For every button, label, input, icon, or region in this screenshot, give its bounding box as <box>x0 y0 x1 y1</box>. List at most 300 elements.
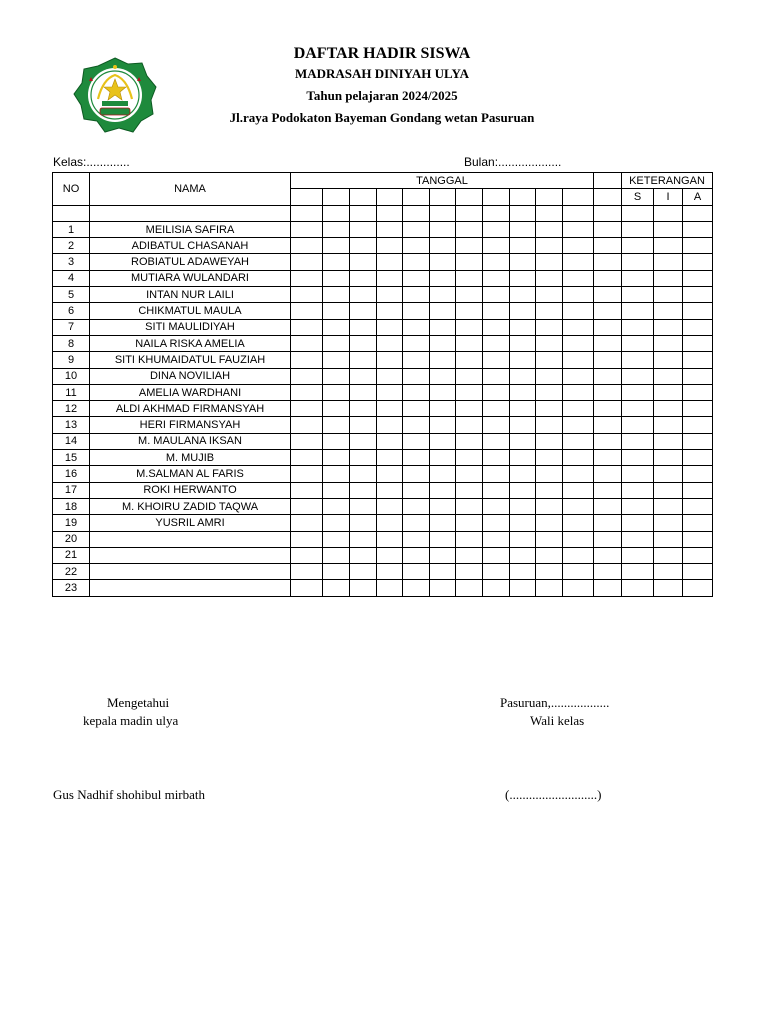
attendance-cell <box>510 466 536 482</box>
attendance-cell <box>563 287 594 303</box>
attendance-cell <box>536 270 563 286</box>
attendance-cell <box>654 335 683 351</box>
blank-header-cell <box>291 205 323 221</box>
attendance-cell <box>622 352 654 368</box>
attendance-cell <box>350 580 377 596</box>
attendance-cell <box>323 254 350 270</box>
attendance-cell <box>536 303 563 319</box>
attendance-cell <box>430 531 456 547</box>
date-header-cell <box>483 189 510 205</box>
student-name: M. MUJIB <box>90 450 291 466</box>
attendance-cell <box>563 450 594 466</box>
attendance-cell <box>377 238 403 254</box>
date-header-cell <box>594 189 622 205</box>
attendance-cell <box>350 335 377 351</box>
student-name: CHIKMATUL MAULA <box>90 303 291 319</box>
attendance-cell <box>563 368 594 384</box>
attendance-cell <box>594 433 622 449</box>
attendance-cell <box>510 547 536 563</box>
attendance-cell <box>291 384 323 400</box>
row-number: 2 <box>53 238 90 254</box>
attendance-cell <box>683 270 713 286</box>
attendance-cell <box>377 482 403 498</box>
attendance-cell <box>350 417 377 433</box>
attendance-cell <box>683 319 713 335</box>
attendance-cell <box>563 482 594 498</box>
attendance-cell <box>483 433 510 449</box>
attendance-cell <box>683 466 713 482</box>
bulan-field: Bulan:................... <box>464 155 562 169</box>
academic-year: Tahun pelajaran 2024/2025 <box>306 88 458 103</box>
attendance-cell <box>594 352 622 368</box>
attendance-cell <box>456 547 483 563</box>
table-row <box>53 515 713 531</box>
attendance-cell <box>430 401 456 417</box>
attendance-cell <box>622 515 654 531</box>
attendance-cell <box>654 221 683 237</box>
attendance-cell <box>291 319 323 335</box>
attendance-cell <box>654 352 683 368</box>
table-row <box>53 221 713 237</box>
attendance-cell <box>563 254 594 270</box>
attendance-cell <box>483 368 510 384</box>
attendance-cell <box>594 417 622 433</box>
blank-header-cell <box>403 205 430 221</box>
attendance-cell <box>622 564 654 580</box>
attendance-cell <box>483 384 510 400</box>
attendance-cell <box>291 466 323 482</box>
attendance-cell <box>350 498 377 514</box>
attendance-cell <box>683 450 713 466</box>
attendance-cell <box>594 303 622 319</box>
student-name: ROKI HERWANTO <box>90 482 291 498</box>
attendance-cell <box>683 433 713 449</box>
attendance-cell <box>291 254 323 270</box>
blank-header-cell <box>536 205 563 221</box>
attendance-cell <box>483 319 510 335</box>
header-row-3 <box>53 205 713 221</box>
attendance-cell <box>654 368 683 384</box>
attendance-cell <box>594 466 622 482</box>
attendance-cell <box>594 564 622 580</box>
student-name: NAILA RISKA AMELIA <box>90 335 291 351</box>
attendance-cell <box>323 547 350 563</box>
kepala-name: Gus Nadhif shohibul mirbath <box>53 787 206 802</box>
attendance-cell <box>403 335 430 351</box>
blank-header-cell <box>654 205 683 221</box>
attendance-cell <box>683 384 713 400</box>
attendance-cell <box>456 238 483 254</box>
row-number: 6 <box>53 303 90 319</box>
attendance-cell <box>510 433 536 449</box>
attendance-cell <box>536 335 563 351</box>
blank-header-cell <box>483 205 510 221</box>
attendance-cell <box>622 580 654 596</box>
attendance-cell <box>323 303 350 319</box>
attendance-cell <box>536 450 563 466</box>
attendance-cell <box>654 319 683 335</box>
school-logo <box>73 57 157 133</box>
attendance-cell <box>291 564 323 580</box>
blank-header-cell <box>350 205 377 221</box>
row-number: 11 <box>53 384 90 400</box>
wali-kelas-label: Wali kelas <box>530 713 585 728</box>
attendance-cell <box>377 384 403 400</box>
attendance-cell <box>403 417 430 433</box>
student-name: M.SALMAN AL FARIS <box>90 466 291 482</box>
attendance-cell <box>683 515 713 531</box>
row-number: 8 <box>53 335 90 351</box>
table-row <box>53 270 713 286</box>
attendance-cell <box>403 303 430 319</box>
attendance-cell <box>456 531 483 547</box>
school-address: Jl.raya Podokaton Bayeman Gondang wetan Pasuruan <box>229 110 535 125</box>
attendance-cell <box>510 401 536 417</box>
attendance-cell <box>291 352 323 368</box>
attendance-cell <box>563 352 594 368</box>
attendance-cell <box>430 335 456 351</box>
header-row-1 <box>53 173 713 189</box>
col-s-header: S <box>622 189 654 205</box>
attendance-cell <box>483 287 510 303</box>
attendance-cell <box>654 466 683 482</box>
date-header-cell <box>323 189 350 205</box>
attendance-cell <box>536 466 563 482</box>
row-number: 20 <box>53 531 90 547</box>
attendance-cell <box>430 515 456 531</box>
spacer-cell <box>594 173 622 189</box>
date-header-cell <box>430 189 456 205</box>
attendance-cell <box>456 319 483 335</box>
attendance-cell <box>536 515 563 531</box>
table-row <box>53 580 713 596</box>
attendance-table <box>52 172 713 597</box>
student-name: ALDI AKHMAD FIRMANSYAH <box>90 401 291 417</box>
attendance-cell <box>403 498 430 514</box>
attendance-cell <box>654 450 683 466</box>
attendance-cell <box>563 401 594 417</box>
col-tanggal-header: TANGGAL <box>291 173 594 189</box>
blank-header-cell <box>510 205 536 221</box>
attendance-cell <box>456 433 483 449</box>
attendance-cell <box>536 417 563 433</box>
attendance-cell <box>403 221 430 237</box>
row-number: 4 <box>53 270 90 286</box>
attendance-cell <box>563 417 594 433</box>
attendance-cell <box>510 384 536 400</box>
attendance-cell <box>323 498 350 514</box>
attendance-cell <box>563 531 594 547</box>
row-number: 5 <box>53 287 90 303</box>
attendance-cell <box>563 384 594 400</box>
wali-kelas-name: (...........................) <box>505 787 602 802</box>
attendance-cell <box>403 238 430 254</box>
attendance-cell <box>536 482 563 498</box>
row-number: 19 <box>53 515 90 531</box>
attendance-cell <box>377 221 403 237</box>
row-number: 21 <box>53 547 90 563</box>
blank-header-cell <box>563 205 594 221</box>
attendance-cell <box>622 221 654 237</box>
attendance-cell <box>291 303 323 319</box>
attendance-cell <box>483 498 510 514</box>
attendance-cell <box>323 450 350 466</box>
attendance-cell <box>456 401 483 417</box>
attendance-cell <box>563 221 594 237</box>
date-header-cell <box>377 189 403 205</box>
blank-header-cell <box>622 205 654 221</box>
attendance-cell <box>563 270 594 286</box>
attendance-cell <box>323 433 350 449</box>
attendance-cell <box>350 221 377 237</box>
attendance-cell <box>536 384 563 400</box>
date-header-cell <box>536 189 563 205</box>
attendance-cell <box>456 287 483 303</box>
attendance-cell <box>654 547 683 563</box>
attendance-cell <box>403 547 430 563</box>
row-number: 3 <box>53 254 90 270</box>
attendance-cell <box>403 287 430 303</box>
col-nama-header: NAMA <box>90 173 291 206</box>
attendance-cell <box>291 368 323 384</box>
attendance-cell <box>430 221 456 237</box>
attendance-cell <box>291 401 323 417</box>
attendance-cell <box>510 482 536 498</box>
table-row <box>53 287 713 303</box>
attendance-cell <box>622 335 654 351</box>
attendance-cell <box>594 531 622 547</box>
attendance-cell <box>350 531 377 547</box>
student-name: MUTIARA WULANDARI <box>90 270 291 286</box>
attendance-cell <box>594 287 622 303</box>
row-number: 14 <box>53 433 90 449</box>
attendance-cell <box>654 401 683 417</box>
attendance-cell <box>430 238 456 254</box>
attendance-cell <box>594 580 622 596</box>
attendance-cell <box>350 303 377 319</box>
attendance-cell <box>510 287 536 303</box>
attendance-cell <box>377 335 403 351</box>
attendance-cell <box>510 515 536 531</box>
date-header-cell <box>510 189 536 205</box>
student-name: MEILISIA SAFIRA <box>90 221 291 237</box>
attendance-cell <box>377 515 403 531</box>
attendance-cell <box>654 433 683 449</box>
attendance-cell <box>377 580 403 596</box>
attendance-cell <box>291 482 323 498</box>
attendance-cell <box>483 401 510 417</box>
attendance-cell <box>510 352 536 368</box>
attendance-cell <box>683 287 713 303</box>
row-number: 9 <box>53 352 90 368</box>
attendance-cell <box>323 287 350 303</box>
blank-header-cell <box>53 205 90 221</box>
blank-header-cell <box>90 205 291 221</box>
attendance-cell <box>377 547 403 563</box>
attendance-cell <box>483 515 510 531</box>
attendance-cell <box>563 498 594 514</box>
attendance-cell <box>350 352 377 368</box>
attendance-cell <box>510 417 536 433</box>
attendance-cell <box>430 450 456 466</box>
attendance-cell <box>510 319 536 335</box>
attendance-cell <box>683 580 713 596</box>
attendance-cell <box>323 368 350 384</box>
attendance-cell <box>483 450 510 466</box>
attendance-cell <box>430 417 456 433</box>
attendance-cell <box>377 466 403 482</box>
table-row <box>53 450 713 466</box>
attendance-cell <box>622 384 654 400</box>
attendance-cell <box>622 498 654 514</box>
attendance-cell <box>377 352 403 368</box>
attendance-cell <box>683 368 713 384</box>
place-date-label: Pasuruan,.................. <box>500 695 610 710</box>
table-row <box>53 368 713 384</box>
attendance-cell <box>430 384 456 400</box>
attendance-cell <box>377 303 403 319</box>
attendance-cell <box>654 564 683 580</box>
attendance-cell <box>510 368 536 384</box>
attendance-cell <box>291 531 323 547</box>
table-row <box>53 498 713 514</box>
attendance-cell <box>536 221 563 237</box>
row-number: 1 <box>53 221 90 237</box>
attendance-cell <box>377 564 403 580</box>
attendance-cell <box>430 303 456 319</box>
attendance-cell <box>377 254 403 270</box>
attendance-cell <box>483 417 510 433</box>
attendance-cell <box>536 547 563 563</box>
table-row <box>53 466 713 482</box>
attendance-cell <box>563 238 594 254</box>
date-header-cell <box>456 189 483 205</box>
table-row <box>53 531 713 547</box>
attendance-cell <box>403 401 430 417</box>
table-row <box>53 352 713 368</box>
attendance-cell <box>622 450 654 466</box>
blank-header-cell <box>323 205 350 221</box>
date-header-cell <box>563 189 594 205</box>
attendance-cell <box>456 254 483 270</box>
blank-header-cell <box>683 205 713 221</box>
attendance-cell <box>377 270 403 286</box>
attendance-cell <box>430 466 456 482</box>
student-name <box>90 580 291 596</box>
attendance-cell <box>594 254 622 270</box>
attendance-cell <box>483 335 510 351</box>
attendance-cell <box>594 482 622 498</box>
attendance-cell <box>403 384 430 400</box>
attendance-cell <box>536 498 563 514</box>
attendance-cell <box>594 335 622 351</box>
col-keterangan-header: KETERANGAN <box>622 173 713 189</box>
attendance-cell <box>483 221 510 237</box>
kelas-field: Kelas:............. <box>53 155 130 169</box>
attendance-cell <box>654 254 683 270</box>
attendance-cell <box>350 401 377 417</box>
table-row <box>53 417 713 433</box>
attendance-cell <box>430 482 456 498</box>
row-number: 10 <box>53 368 90 384</box>
student-name: SITI KHUMAIDATUL FAUZIAH <box>90 352 291 368</box>
attendance-cell <box>510 270 536 286</box>
attendance-cell <box>323 384 350 400</box>
attendance-cell <box>654 531 683 547</box>
attendance-cell <box>350 482 377 498</box>
attendance-cell <box>377 417 403 433</box>
attendance-cell <box>350 515 377 531</box>
attendance-cell <box>536 352 563 368</box>
attendance-cell <box>350 433 377 449</box>
row-number: 23 <box>53 580 90 596</box>
attendance-cell <box>430 433 456 449</box>
attendance-cell <box>536 531 563 547</box>
attendance-cell <box>622 319 654 335</box>
attendance-cell <box>456 482 483 498</box>
attendance-cell <box>622 401 654 417</box>
attendance-cell <box>654 238 683 254</box>
attendance-cell <box>456 384 483 400</box>
table-row <box>53 238 713 254</box>
attendance-cell <box>323 531 350 547</box>
attendance-cell <box>654 384 683 400</box>
attendance-cell <box>377 433 403 449</box>
attendance-cell <box>594 238 622 254</box>
attendance-cell <box>594 221 622 237</box>
student-name: DINA NOVILIAH <box>90 368 291 384</box>
row-number: 16 <box>53 466 90 482</box>
attendance-cell <box>654 417 683 433</box>
attendance-cell <box>622 482 654 498</box>
attendance-cell <box>683 221 713 237</box>
attendance-cell <box>403 368 430 384</box>
attendance-cell <box>510 238 536 254</box>
attendance-cell <box>350 319 377 335</box>
attendance-cell <box>483 580 510 596</box>
attendance-cell <box>430 498 456 514</box>
attendance-cell <box>683 238 713 254</box>
attendance-cell <box>510 254 536 270</box>
attendance-cell <box>430 352 456 368</box>
attendance-cell <box>377 450 403 466</box>
attendance-cell <box>403 254 430 270</box>
row-number: 13 <box>53 417 90 433</box>
attendance-cell <box>323 564 350 580</box>
attendance-cell <box>536 580 563 596</box>
attendance-cell <box>483 466 510 482</box>
table-row <box>53 564 713 580</box>
attendance-cell <box>622 547 654 563</box>
table-row <box>53 547 713 563</box>
attendance-cell <box>683 335 713 351</box>
student-name: HERI FIRMANSYAH <box>90 417 291 433</box>
attendance-cell <box>683 498 713 514</box>
row-number: 18 <box>53 498 90 514</box>
attendance-cell <box>536 287 563 303</box>
student-name: INTAN NUR LAILI <box>90 287 291 303</box>
attendance-cell <box>510 531 536 547</box>
attendance-cell <box>622 417 654 433</box>
attendance-cell <box>456 450 483 466</box>
attendance-cell <box>536 401 563 417</box>
student-rows <box>53 221 713 596</box>
row-number: 17 <box>53 482 90 498</box>
attendance-cell <box>350 384 377 400</box>
attendance-cell <box>536 319 563 335</box>
attendance-cell <box>683 401 713 417</box>
date-header-cell <box>403 189 430 205</box>
